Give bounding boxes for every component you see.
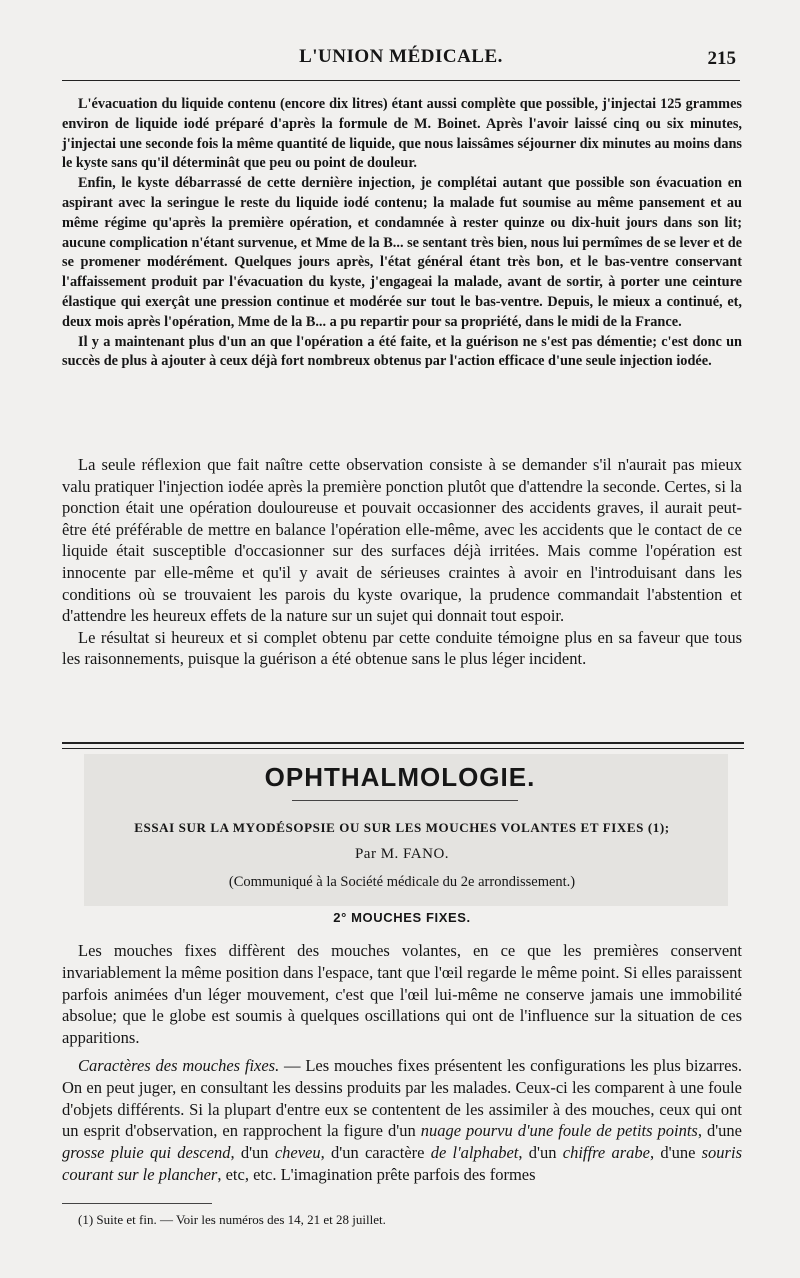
section-title-rule (292, 800, 518, 801)
footnote: (1) Suite et fin. — Voir les numéros des 14, 21 et 28 juillet. (78, 1212, 386, 1227)
article-author: Par M. FANO. (354, 846, 450, 862)
page-number: 215 (707, 48, 736, 69)
italic-run: chiffre arabe (562, 1143, 650, 1163)
italic-run: souris courant sur le plancher (62, 1143, 742, 1184)
article-body (62, 940, 742, 1186)
italic-run: de l'alphabet (430, 1143, 519, 1163)
case-report-text (62, 95, 742, 372)
paragraph-characters (62, 1055, 742, 1186)
section-divider (62, 742, 744, 749)
article-title: ESSAI SUR LA MYODÉSOPSIE OU SUR LES MOUCHES VOLANTES ET FIXES (1); (134, 820, 670, 835)
paragraph: Le résultat si heureux et si complet obtenu par cette conduite témoigne plus en sa faveur que tous les raisonnements, puisque la guérison a été obtenue sans le plus léger incident. (62, 627, 742, 669)
header-rule (62, 80, 740, 81)
paragraph: Les mouches fixes diffèrent des mouches volantes, en ce que les premières conservent invariablement la même position dans l'espace, tant que l'œil regarde le même point. Si elles paraissent parfois animées d'un léger mouvement, c'est que l'œil lui-même ne conserve jamais une immobilité absolue; que le globe est soumis à quelques oscillations qui ont de l'influence sur la situation de ces apparitions. (62, 941, 742, 1048)
paragraph: La seule réflexion que fait naître cette observation consiste à se demander s'il n'aurait pas mieux valu pratiquer l'injection iodée après la première ponction plutôt que d'attendre la seconde. Certes, si la ponction était une opération douloureuse et pouvait occasionner des accidents graves, il aurait peut-être été préférable de mettre en balance l'opération elle-même, avec les accidents que le contact de ce liquide était susceptible d'occasionner sur des surfaces déjà irritées. Mais comme l'opération est innocente par elle-même et qu'il y avait de sérieuses craintes à avoir en l'introduisant dans les conditions où se trouvaient les parois du kyste ovarique, la prudence commandait l'abstention et d'attendre les heureux effets de la nature sur un sujet qui donnait tout espoir. (62, 455, 742, 626)
subsection-heading: 2° MOUCHES FIXES. (333, 910, 471, 925)
text-run: , d'une (649, 1143, 702, 1163)
italic-run: grosse pluie qui descend (62, 1143, 231, 1163)
running-title: L'UNION MÉDICALE. (299, 46, 503, 67)
text-run: , d'un (230, 1143, 275, 1163)
paragraph-lead: Caractères des mouches fixes. (78, 1055, 280, 1075)
text-run: , d'un (518, 1143, 563, 1163)
page-header (62, 46, 740, 76)
paragraph: L'évacuation du liquide contenu (encore dix litres) étant aussi complète que possible, j'injectai 125 grammes environ de liquide iodé préparé d'après la formule de M. Boinet. Après l'avoir laissé cinq ou six minutes, j'injectai une seconde fois la même quantité de liquide, que nous laissâmes séjourner dix minutes au moins dans le kyste sans qu'il déterminât que peu ou point de douleur. (62, 96, 742, 172)
text-run: — Les mouches fixes présentent les configurations les plus bizarres. On en peut juger, en consultant les dessins produits par les malades. Ceux-ci les comparent à une foule d'objets différents. Si la plupart d'entre eux se contentent de les assimiler à des mouches, ceux qui ont un esprit d'observation, en rapprochent la figure d'un (62, 1055, 742, 1141)
section-title: OPHTHALMOLOGIE. (264, 762, 536, 792)
italic-run: nuage pourvu d'une foule de petits points (420, 1121, 698, 1141)
text-run: , d'un caractère (320, 1143, 431, 1163)
text-run: , d'une (697, 1121, 743, 1141)
text-run: , etc, etc. L'imagination prête parfois des formes (217, 1164, 536, 1184)
reflection-text (62, 454, 742, 670)
italic-run: cheveu (274, 1143, 321, 1163)
footnote-rule (62, 1203, 212, 1204)
article-note: (Communiqué à la Société médicale du 2e arrondissement.) (228, 874, 576, 890)
paragraph: Il y a maintenant plus d'un an que l'opération a été faite, et la guérison ne s'est pas démentie; c'est donc un succès de plus à ajouter à ceux déjà fort nombreux obtenus par l'action efficace d'une seule injection iodée. (62, 333, 742, 370)
paragraph: Enfin, le kyste débarrassé de cette dernière injection, je complétai autant que possible son évacuation en aspirant avec la seringue le reste du liquide iodé contenu; la malade fut soumise au même pansement et au même régime qu'après la première opération, et condamnée à rester quinze ou dix-huit jours dans son lit; aucune complication n'étant survenue, et Mme de la B... se sentant très bien, nous lui permîmes de se lever et de se promener modérément. Quelques jours après, l'état général étant très bon, et le bas-ventre conservant l'affaissement produit par l'évacuation du kyste, j'engageai la malade, avant de sortir, à porter une ceinture élastique qui exerçât une pression continue et modérée sur tout le bas-ventre. Depuis, le mieux a continué, et, deux mois après l'opération, Mme de la B... a pu repartir pour sa propriété, dans le midi de la France. (62, 175, 742, 330)
